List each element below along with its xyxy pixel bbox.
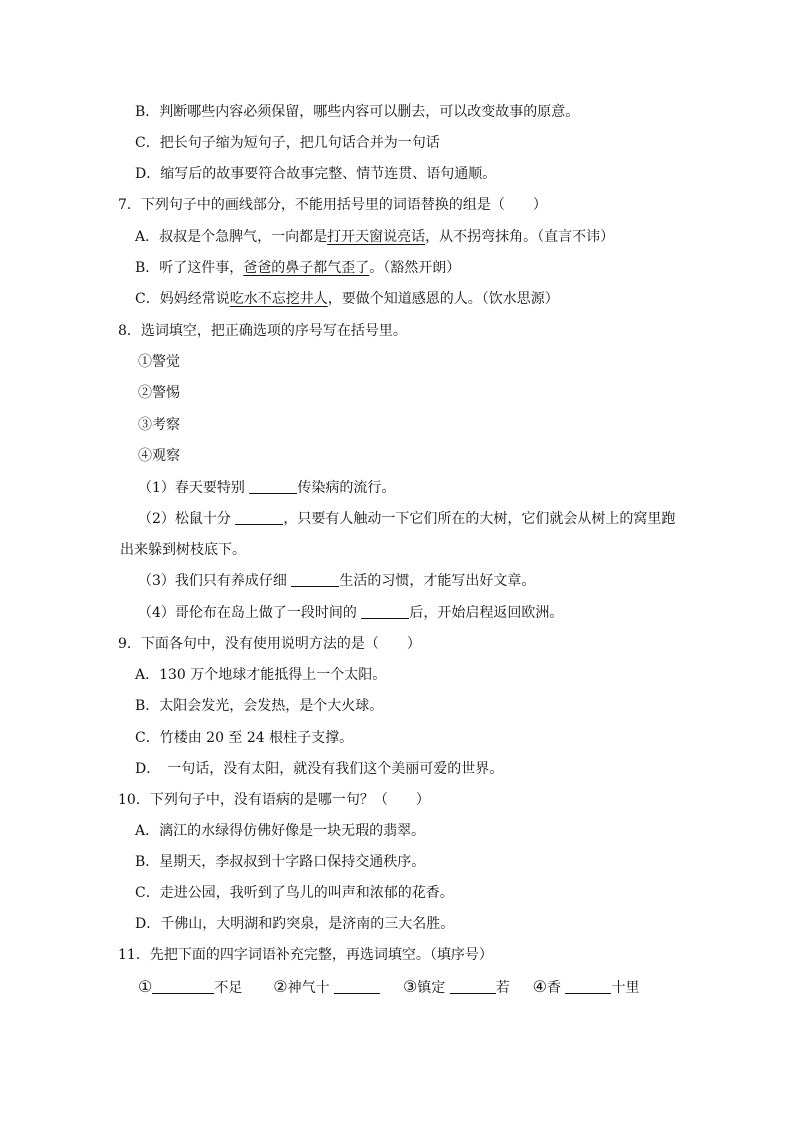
q9-option-b: B．太阳会发光，会发热，是个大火球。 [135, 698, 384, 714]
q11-item4-blank[interactable] [565, 979, 611, 994]
q11-items [138, 978, 639, 997]
q11-item4-number: ④ [532, 977, 547, 996]
q7-c-pre: C．妈妈经常说 [135, 291, 230, 307]
q8-choice-4: ④观察 [138, 448, 180, 464]
q8-s3-post: 生活的习惯，才能写出好文章。 [339, 573, 536, 589]
q11-item4-post: 十里 [611, 980, 640, 996]
q8-sentence-4 [138, 604, 563, 622]
q7-c-underlined: 吃水不忘挖井人 [229, 291, 328, 307]
q6-option-b: B．判断哪些内容必须保留，哪些内容可以删去，可以改变故事的原意。 [135, 104, 580, 120]
q8-choice-3: ③考察 [138, 417, 180, 433]
q7-option-a [135, 228, 614, 246]
q6-option-c: C．把长句子缩为短句子，把几句话合并为一句话 [135, 135, 440, 151]
q9-option-d: D． 一句话，没有太阳，就没有我们这个美丽可爱的世界。 [135, 761, 504, 777]
q8-s1-pre: （1）春天要特别 [138, 480, 250, 496]
q8-s2-blank[interactable] [235, 510, 283, 525]
q7-b-pre: B．听了这件事， [135, 260, 244, 276]
q7-c-post: ，要做个知道感恩的人。（饮水思源） [327, 291, 559, 307]
q8-s4-pre: （4）哥伦布在岛上做了一段时间的 [138, 605, 362, 621]
q11-item3-post: 若 [495, 980, 510, 996]
q11-item2-pre: 神气十 [287, 980, 335, 996]
q8-s3-blank[interactable] [291, 572, 339, 587]
q8-s1-blank[interactable] [249, 479, 297, 494]
q8-s3-pre: （3）我们只有养成仔细 [138, 573, 292, 589]
q8-choice-2: ②警惕 [138, 385, 180, 401]
q10-option-c: C．走进公园，我听到了鸟儿的叫声和浓郁的花香。 [135, 885, 454, 901]
q7-b-post: 。（豁然开朗） [369, 260, 461, 276]
q8-choice-1: ①警觉 [138, 354, 180, 370]
q9-option-a: A．130 万个地球才能抵得上一个太阳。 [135, 667, 387, 683]
q10-option-b: B．星期天，李叔叔到十字路口保持交通秩序。 [135, 854, 426, 870]
q9-stem: 9．下面各句中，没有使用说明方法的是（ ） [118, 636, 421, 652]
q8-sentence-3 [138, 572, 535, 590]
q11-item2-number: ② [273, 977, 288, 996]
q7-stem: 7．下列句子中的画线部分，不能用括号里的词语替换的组是（ ） [118, 197, 547, 213]
q7-a-post: ，从不拐弯抹角。（直言不讳） [425, 229, 615, 245]
q11-item1-post: 不足 [214, 980, 243, 996]
q8-sentence-2 [138, 510, 675, 528]
q7-option-b [135, 259, 460, 277]
q8-s4-blank[interactable] [361, 604, 409, 619]
q8-s1-post: 传染病的流行。 [297, 480, 396, 496]
q8-stem: 8．选词填空，把正确选项的序号写在括号里。 [118, 323, 407, 339]
q11-stem: 11．先把下面的四字词语补充完整，再选词填空。（填序号） [118, 947, 493, 963]
q11-item3-pre: 镇定 [417, 980, 450, 996]
q7-a-pre: A．叔叔是个急脾气，一向都是 [135, 229, 328, 245]
q11-item1-number: ① [138, 977, 153, 996]
q11-item1-blank[interactable] [152, 979, 214, 994]
q11-item3-number: ③ [402, 977, 418, 996]
q7-b-underlined: 爸爸的鼻子都气歪了 [243, 260, 370, 276]
q8-sentence-1 [138, 479, 395, 497]
q8-s2-post: ，只要有人触动一下它们所在的大树，它们就会从树上的窝里跑 [283, 511, 676, 527]
q11-item4-pre: 香 [547, 980, 566, 996]
q6-option-d: D．缩写后的故事要符合故事完整、情节连贯、语句通顺。 [135, 166, 497, 182]
q10-option-a: A．漓江的水绿得仿佛好像是一块无瑕的翡翠。 [135, 823, 426, 839]
q10-stem: 10．下列句子中，没有语病的是哪一句？（ ） [118, 792, 430, 808]
q9-option-c: C．竹楼由 20 至 24 根柱子支撑。 [135, 730, 354, 746]
q11-item3-blank[interactable] [450, 979, 496, 994]
q11-item2-blank[interactable] [334, 979, 380, 994]
q7-option-c [135, 290, 559, 308]
q8-s2-pre: （2）松鼠十分 [138, 511, 236, 527]
q8-s4-post: 后，开始启程返回欧洲。 [409, 605, 564, 621]
q7-a-underlined: 打开天窗说亮话 [327, 229, 426, 245]
q8-sentence-2-continued: 出来躲到树枝底下。 [120, 542, 246, 558]
q10-option-d: D．千佛山，大明湖和趵突泉，是济南的三大名胜。 [135, 916, 455, 932]
